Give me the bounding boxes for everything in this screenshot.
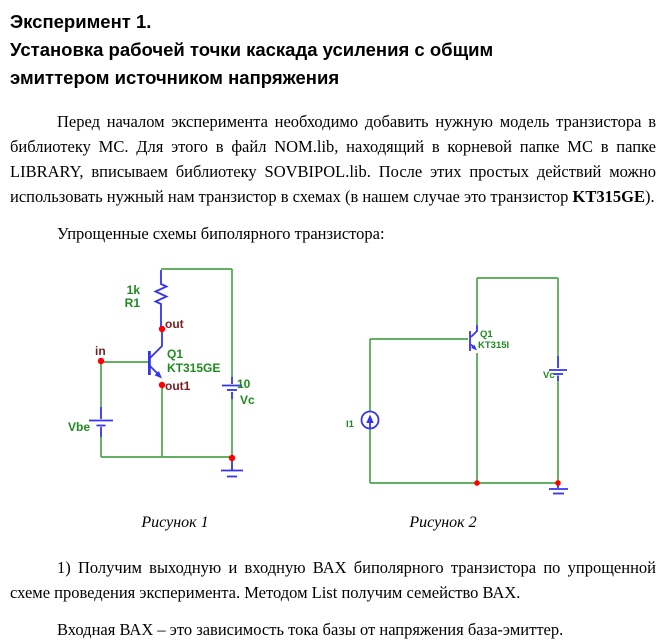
fig1-transistor-emitter: [150, 366, 158, 374]
fig1-junction-dot: [229, 455, 235, 461]
fig2-transistor-name-label: Q1: [480, 329, 493, 340]
fig2-transistor-model-label: KT315I: [478, 340, 510, 351]
experiment-title: [10, 8, 585, 92]
fig1-transistor-name-label: Q1: [167, 347, 184, 361]
schemes-intro-line: Упрощенные схемы биполярного транзистора:: [57, 224, 385, 243]
intro-text-end: ).: [644, 187, 655, 206]
fig1-vbe-label: Vbe: [68, 420, 91, 434]
fig1-transistor-model-label: KT315GE: [167, 361, 221, 375]
circuit-diagrams: [0, 248, 666, 510]
intro-text: Перед началом эксперимента необходимо добавить нужную модель транзистора в библиотеку МС. Для этого в файл NOM.lib, находящий в корневой папке МС в папке LIBRARY, вписываем библиотеку SOVBIPOL.lib. После этих простых действий можно использовать нужный нам транзистор в схемах (в нашем случае это транзистор: [10, 112, 656, 206]
figure1-circuit: [68, 269, 255, 477]
fig1-transistor-collector: [150, 331, 162, 358]
figure2-circuit: [346, 278, 568, 494]
fig1-node-out-label: out: [165, 317, 184, 331]
item1-paragraph: 1) Получим выходную и входную ВАХ биполярного транзистора по упрощенной схеме проведения эксперимента. Методом List получим семейство ВАХ.: [10, 558, 656, 602]
transistor-model-bold: KT315GE: [572, 187, 645, 206]
fig2-vc-label: Vc: [543, 370, 555, 381]
fig1-resistor-name-label: R1: [124, 296, 140, 310]
fig2-junction-dot-ground: [555, 480, 561, 486]
fig1-node-out1-label: out1: [165, 379, 191, 393]
fig1-node-in-label: in: [95, 344, 106, 358]
fig2-current-source-icon: [362, 412, 379, 429]
title-subtitle: Установка рабочей точки каскада усиления с общим эмиттером источником напряжения: [10, 39, 494, 88]
fig1-vc-name-label: Vc: [240, 393, 255, 407]
fig2-transistor-collector: [471, 325, 477, 337]
intro-paragraph: [10, 109, 656, 209]
fig1-resistor-value-label: 1k: [126, 283, 140, 297]
fig1-node-in-dot: [98, 358, 104, 364]
title-line1: Эксперимент 1.: [10, 11, 152, 32]
fig1-vc-value-label: 10: [237, 377, 251, 391]
fig2-junction-dot-emitter: [474, 480, 480, 486]
figure2-caption: Рисунок 2: [409, 514, 477, 531]
fig2-i1-label: I1: [346, 419, 354, 430]
input-vah-paragraph: Входная ВАХ – это зависимость тока базы от напряжения база-эмиттер.: [57, 620, 564, 639]
figure1-caption: Рисунок 1: [141, 514, 209, 531]
